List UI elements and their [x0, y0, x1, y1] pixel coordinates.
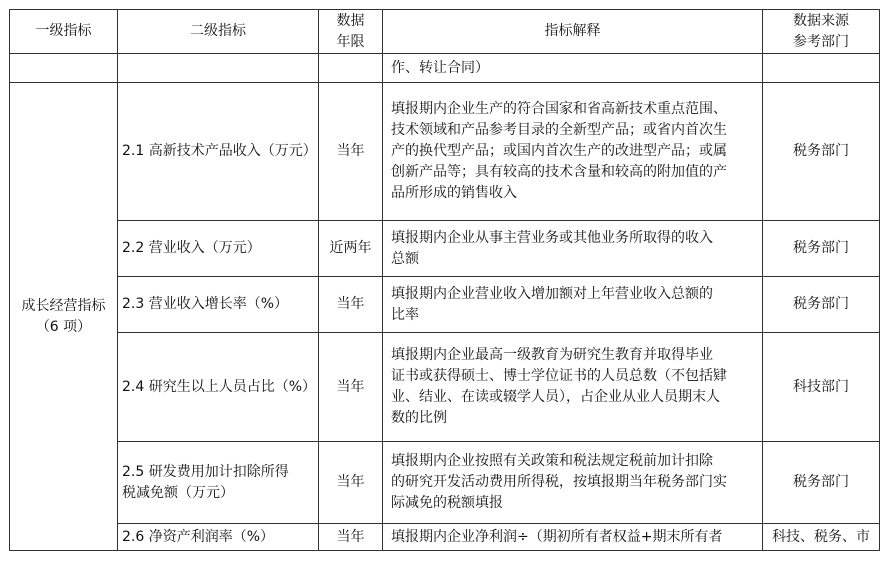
indicator-source: 税务部门	[763, 442, 880, 524]
table-row	[10, 277, 880, 333]
continued-level1	[10, 54, 118, 83]
indicator-name: 2.4 研究生以上人员占比（%）	[118, 333, 319, 442]
indicator-source: 税务部门	[763, 277, 880, 333]
header-source-line1: 数据来源	[793, 12, 849, 29]
indicator-period: 近两年	[319, 221, 383, 277]
continued-source	[763, 54, 880, 83]
category-name: 成长经营指标	[21, 297, 106, 314]
indicator-period: 当年	[319, 333, 383, 442]
indicator-source: 税务部门	[763, 221, 880, 277]
indicator-source: 科技、税务、市	[763, 524, 880, 551]
indicator-name: 2.6 净资产利润率（%）	[118, 524, 319, 551]
table-row	[10, 83, 880, 221]
explain-line: 技术领域和产品参考目录的全新型产品；或省内首次生	[391, 122, 727, 138]
indicator-name-line: 税减免额（万元）	[122, 484, 234, 501]
category-cell	[10, 83, 118, 551]
explain-line: 业、结业、在读或辍学人员），占企业从业人员期末人	[391, 389, 720, 405]
explain-line: 品所形成的销售收入	[391, 185, 517, 201]
continued-period	[319, 54, 383, 83]
table-row	[10, 442, 880, 524]
explain-line: 比率	[391, 306, 419, 323]
continued-level2	[118, 54, 319, 83]
explain-line: 证书或获得硕士、博士学位证书的人员总数（不包括肄	[391, 368, 727, 384]
continued-row	[10, 54, 880, 83]
table-row	[10, 333, 880, 442]
table-row	[10, 221, 880, 277]
indicator-period: 当年	[319, 442, 383, 524]
explain-line: 填报期内企业净利润÷（期初所有者权益+期末所有者	[391, 528, 723, 545]
header-row	[10, 10, 880, 54]
explain-line: 填报期内企业按照有关政策和税法规定税前加计扣除	[391, 453, 713, 469]
indicator-explain	[383, 277, 763, 333]
indicator-table	[9, 9, 880, 551]
indicator-name-line: 2.5 研发费用加计扣除所得	[122, 463, 289, 480]
header-level1: 一级指标	[10, 10, 118, 54]
category-count: （6 项）	[35, 318, 92, 335]
explain-line: 的研究开发活动费用所得税，按填报期当年税务部门实	[391, 474, 727, 490]
indicator-source: 税务部门	[763, 83, 880, 221]
indicator-period: 当年	[319, 524, 383, 551]
continued-explain: 作、转让合同）	[383, 54, 763, 83]
indicator-name	[118, 442, 319, 524]
header-period-line2: 年限	[336, 33, 365, 50]
indicator-explain	[383, 524, 763, 551]
indicator-name: 2.1 高新技术产品收入（万元）	[118, 83, 319, 221]
explain-line: 填报期内企业从事主营业务或其他业务所取得的收入	[391, 229, 713, 246]
explain-line: 填报期内企业最高一级教育为研究生教育并取得毕业	[391, 347, 713, 363]
header-period	[319, 10, 383, 54]
table-row	[10, 524, 880, 551]
explain-line: 填报期内企业生产的符合国家和省高新技术重点范围、	[391, 101, 727, 117]
explain-line: 际减免的税额填报	[391, 495, 503, 511]
header-level2: 二级指标	[118, 10, 319, 54]
header-source	[763, 10, 880, 54]
indicator-explain	[383, 83, 763, 221]
header-explain: 指标解释	[383, 10, 763, 54]
indicator-name: 2.2 营业收入（万元）	[118, 221, 319, 277]
header-source-line2: 参考部门	[793, 33, 849, 50]
indicator-source: 科技部门	[763, 333, 880, 442]
explain-line: 创新产品等；具有较高的技术含量和较高的附加值的产	[391, 164, 727, 180]
indicator-explain	[383, 221, 763, 277]
explain-line: 填报期内企业营业收入增加额对上年营业收入总额的	[391, 285, 713, 302]
indicator-period: 当年	[319, 277, 383, 333]
explain-line: 产的换代型产品；或国内首次生产的改进型产品；或属	[391, 143, 727, 159]
indicator-period: 当年	[319, 83, 383, 221]
explain-line: 数的比例	[391, 410, 447, 426]
indicator-explain	[383, 442, 763, 524]
header-period-line1: 数据	[336, 12, 365, 29]
indicator-explain	[383, 333, 763, 442]
explain-line: 总额	[391, 250, 419, 267]
indicator-name: 2.3 营业收入增长率（%）	[118, 277, 319, 333]
